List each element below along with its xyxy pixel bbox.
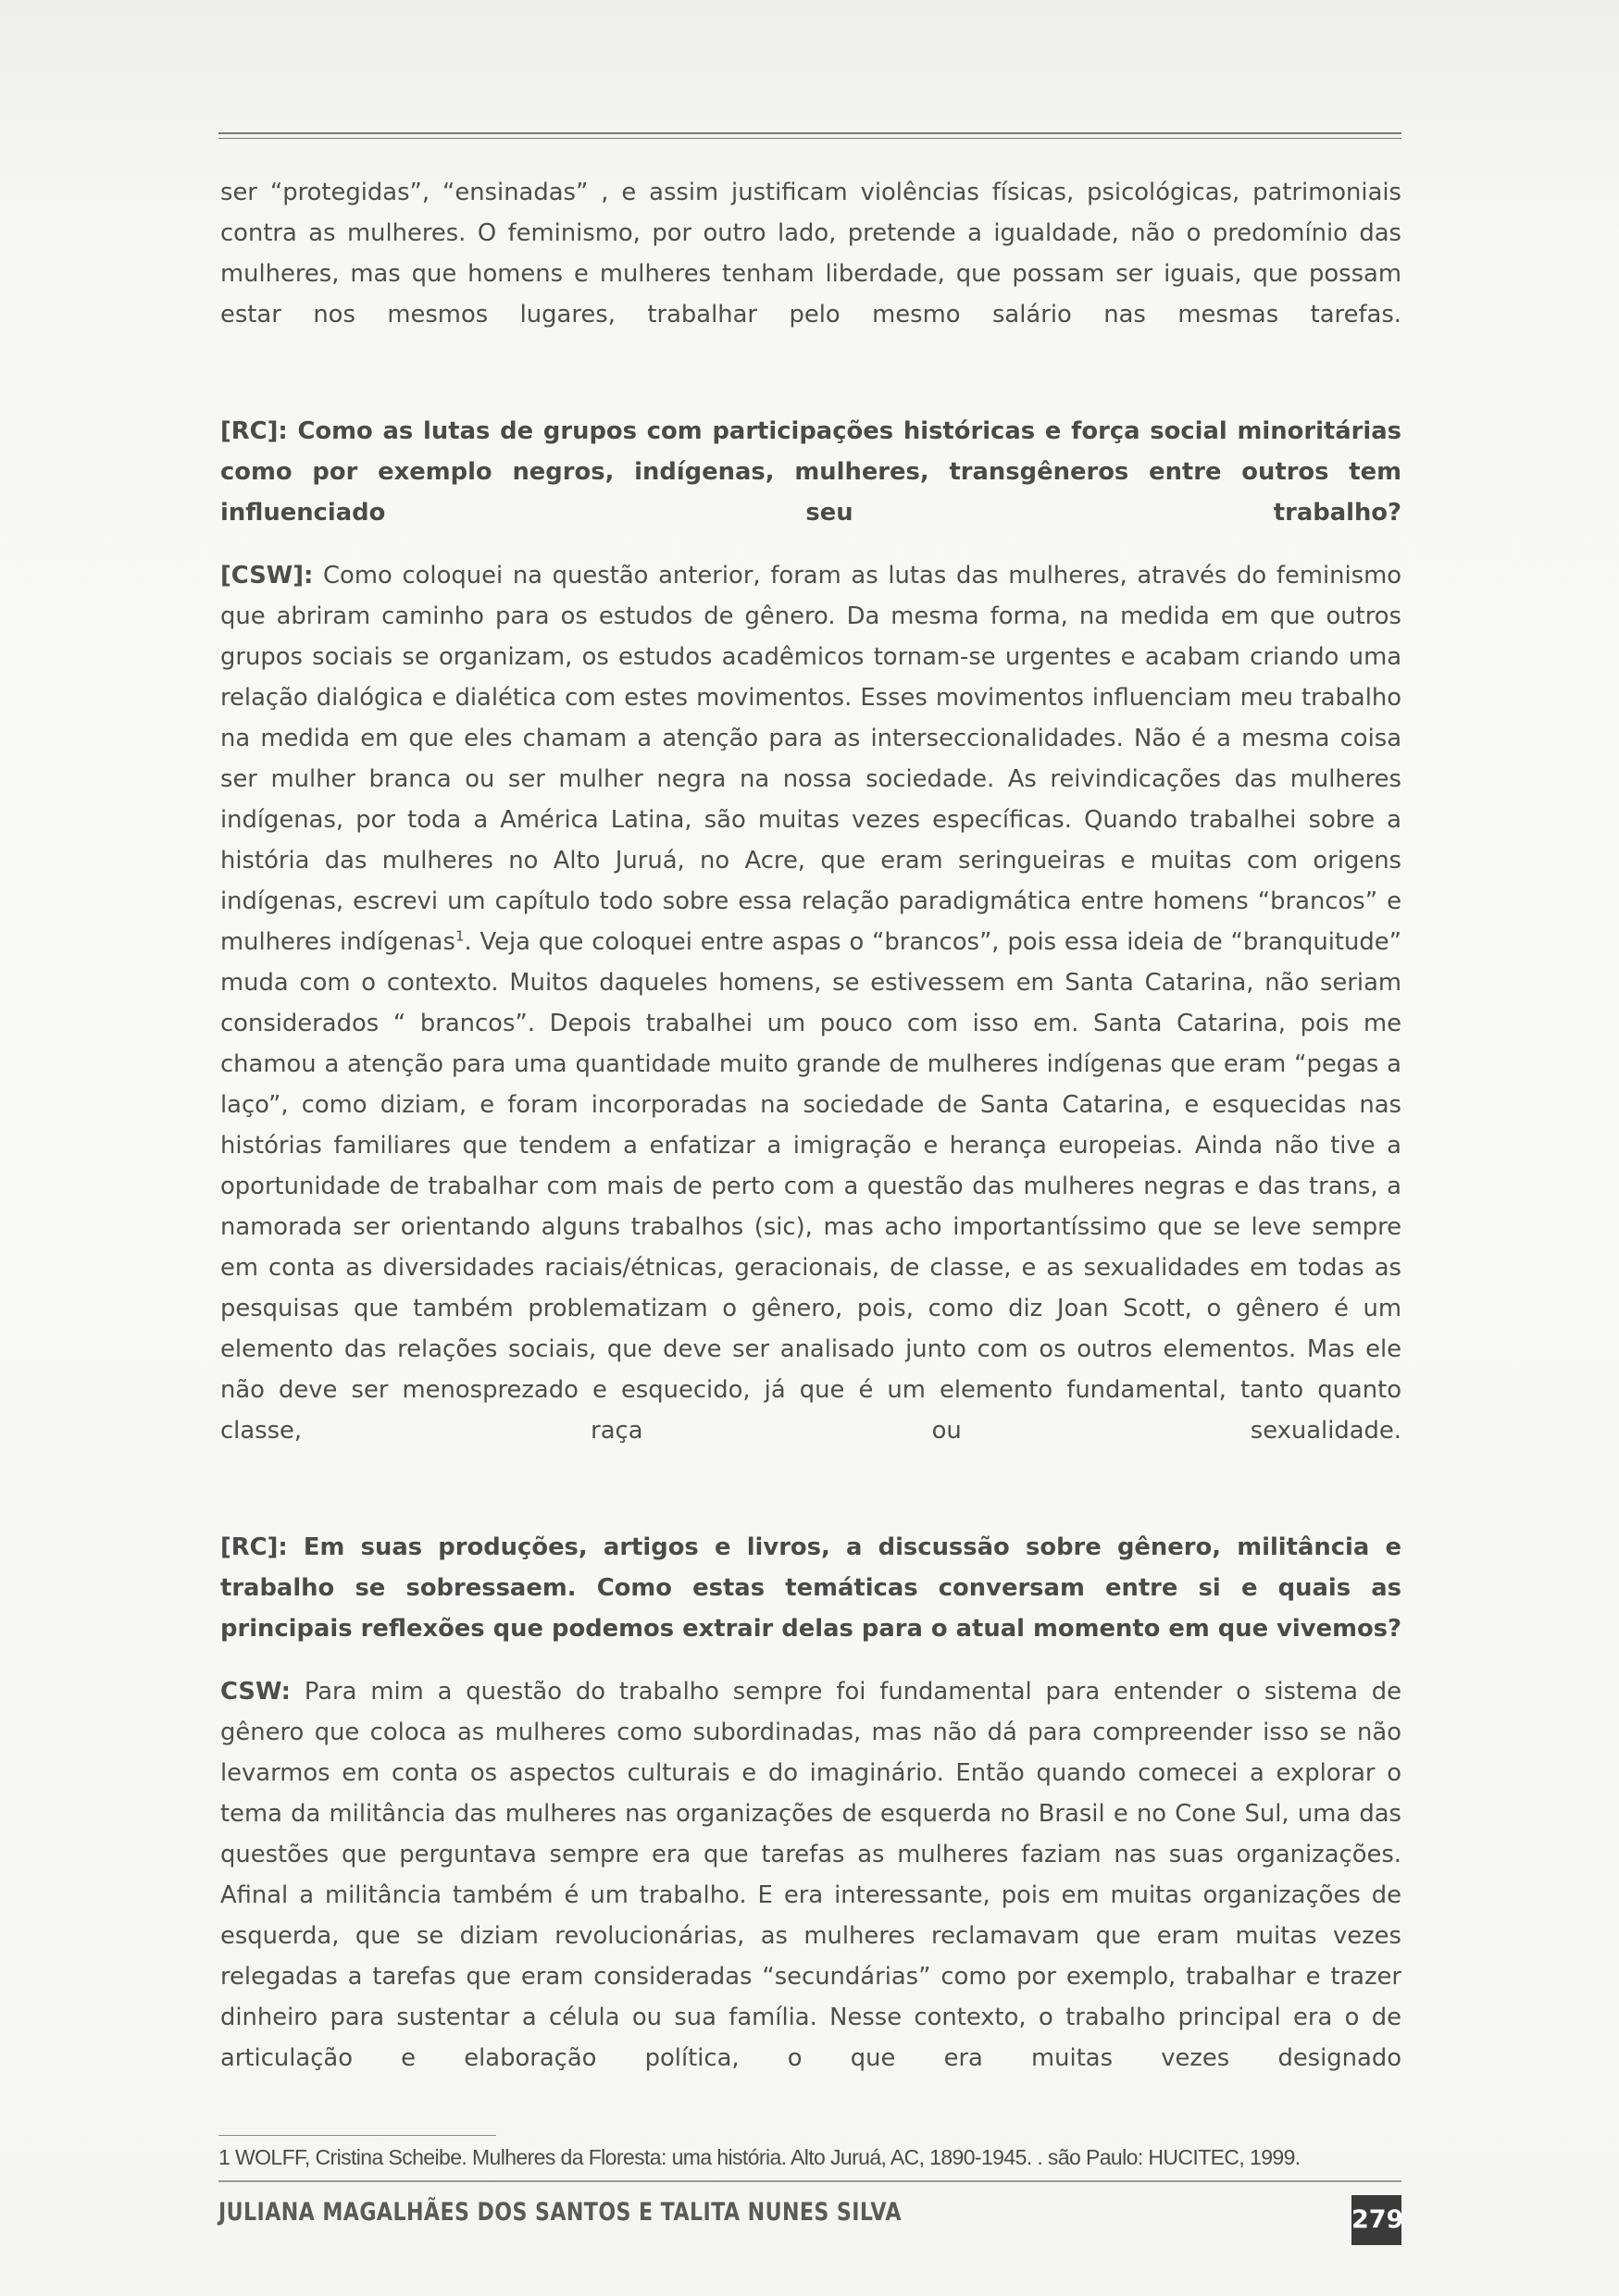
- page-number-badge: 279: [1351, 2195, 1401, 2245]
- answer-csw-1: [220, 555, 1401, 1451]
- footnote-number: 1: [218, 2145, 230, 2169]
- footnote-text: WOLFF, Cristina Scheibe. Mulheres da Floresta: uma história. Alto Juruá, AC, 1890-1945. . são Paulo: HUCITEC, 1999.: [230, 2145, 1301, 2169]
- speaker-label: CSW:: [220, 1678, 291, 1706]
- question-rc-1: [RC]: Como as lutas de grupos com participações históricas e força social minoritárias como por exemplo negros, indígenas, mulheres, transgêneros entre outros tem influenciado seu trabalho?: [220, 417, 1401, 527]
- speaker-label: [CSW]:: [220, 562, 314, 590]
- spacer: [220, 1649, 1401, 1671]
- answer-text: . Veja que coloquei entre aspas o “brancos”, pois essa ideia de “branquitude” muda com o contexto. Muitos daqueles homens, se estivessem em Santa Catarina, não seriam considerados “ brancos”. Depois trabalhei um pouco com isso em. Santa Catarina, pois me chamou a atenção para uma quantidade muito grande de mulheres indígenas que eram “pegas a laço”, como diziam, e foram incorporadas na sociedade de Santa Catarina, e esquecidas nas histórias familiares que tendem a enfatizar a imigração e herança europeias. Ainda não tive a oportunidade de trabalhar com mais de perto com a questão das mulheres negras e das trans, a namorada ser orientando alguns trabalhos (sic), mas acho importantíssimo que se leve sempre em conta as diversidades raciais/étnicas, geracionais, de classe, e as sexualidades em todas as pesquisas que também problematizam o gênero, pois, como diz Joan Scott, o gênero é um elemento das relações sociais, que deve ser analisado junto com os outros elementos. Mas ele não deve ser menosprezado e esquecido, já que é um elemento fundamental, tanto quanto classe, raça ou sexualidade.: [220, 928, 1401, 1445]
- header-rule: [218, 132, 1401, 139]
- footer-rule: [218, 2180, 1401, 2182]
- spacer: [220, 335, 1401, 411]
- paragraph-continuation: ser “protegidas”, “ensinadas” , e assim justificam violências físicas, psicológicas, patrimoniais contra as mulheres. O feminismo, por outro lado, pretende a igualdade, não o predomínio das mulheres, mas que homens e mulheres tenham liberdade, que possam ser iguais, que possam estar nos mesmos lugares, trabalhar pelo mesmo salário nas mesmas tarefas.: [220, 179, 1401, 329]
- answer-text: Para mim a questão do trabalho sempre foi fundamental para entender o sistema de gênero que coloca as mulheres como subordinadas, mas não dá para compreender isso se não levarmos em conta os aspectos culturais e do imaginário. Então quando comecei a explorar o tema da militância das mulheres nas organizações de esquerda no Brasil e no Cone Sul, uma das questões que perguntava sempre era que tarefas as mulheres faziam nas suas organizações. Afinal a militância também é um trabalho. E era interessante, pois em muitas organizações de esquerda, que se diziam revolucionárias, as mulheres reclamavam que eram muitas vezes relegadas a tarefas que eram consideradas “secundárias” como por exemplo, trabalhar e trazer dinheiro para sustentar a célula ou sua família. Nesse contexto, o trabalho principal era o de articulação e elaboração política, o que era muitas vezes designado: [220, 1678, 1401, 2072]
- answer-csw-2: [220, 1671, 1401, 2079]
- running-footer-authors: JULIANA MAGALHÃES DOS SANTOS E TALITA NUNES SILVA: [218, 2198, 902, 2227]
- question-rc-2: [RC]: Em suas produções, artigos e livros, a discussão sobre gênero, militância e trabalho se sobressaem. Como estas temáticas conversam entre si e quais as principais reflexões que podemos extrair delas para o atual momento em que vivemos?: [220, 1533, 1401, 1643]
- document-page: [218, 130, 1403, 2258]
- footnote-reference[interactable]: 1: [455, 927, 465, 945]
- answer-text: Como coloquei na questão anterior, foram as lutas das mulheres, através do feminismo que abriram caminho para os estudos de gênero. Da mesma forma, na medida em que outros grupos sociais se organizam, os estudos acadêmicos tornam-se urgentes e acabam criando uma relação dialógica e dialética com estes movimentos. Esses movimentos influenciam meu trabalho na medida em que eles chamam a atenção para as interseccionalidades. Não é a mesma coisa ser mulher branca ou ser mulher negra na nossa sociedade. As reivindicações das mulheres indígenas, por toda a América Latina, são muitas vezes específicas. Quando trabalhei sobre a história das mulheres no Alto Juruá, no Acre, que eram seringueiras e muitas com origens indígenas, escrevi um capítulo todo sobre essa relação paradigmática entre homens “brancos” e mulheres indígenas: [220, 562, 1401, 956]
- footnote-rule: [218, 2135, 496, 2136]
- page-body: [220, 172, 1401, 2079]
- footnote: [218, 2143, 1403, 2171]
- spacer: [220, 533, 1401, 555]
- spacer: [220, 1451, 1401, 1527]
